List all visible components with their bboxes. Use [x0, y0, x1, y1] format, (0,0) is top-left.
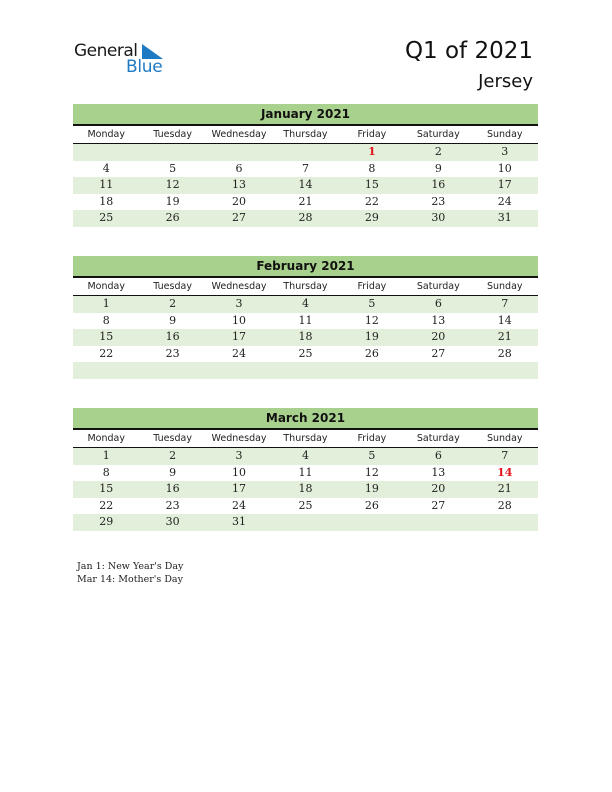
day-cell [139, 144, 205, 161]
day-cell: 26 [364, 346, 379, 360]
month-calendar [73, 408, 538, 531]
weekday-label: Thursday [283, 433, 328, 444]
day-cell: 15 [99, 482, 114, 495]
day-cell: 20 [431, 482, 446, 495]
day-cell: 15 [364, 178, 379, 191]
day-cell: 15 [99, 330, 114, 343]
day-cell: 8 [368, 161, 376, 175]
weekday-label: Saturday [416, 129, 460, 140]
logo [74, 41, 163, 77]
weekday-label: Wednesday [211, 129, 267, 140]
day-cell: 6 [434, 297, 442, 310]
day-cell [472, 514, 538, 531]
month-title: March 2021 [73, 408, 538, 430]
day-cell: 7 [501, 297, 509, 310]
day-cell: 2 [434, 145, 442, 158]
day-cell: 4 [301, 297, 309, 310]
day-cell: 10 [232, 313, 247, 327]
weekday-label: Tuesday [153, 433, 192, 444]
day-cell: 25 [298, 346, 313, 360]
day-cell: 30 [431, 211, 446, 224]
day-cell: 8 [102, 313, 110, 327]
holiday-notes [77, 560, 183, 586]
day-cell: 18 [298, 330, 313, 343]
day-cell: 5 [169, 161, 177, 175]
week-row [73, 329, 538, 346]
week-row [73, 498, 538, 515]
day-cell: 16 [165, 330, 180, 343]
day-cell: 25 [99, 211, 114, 224]
day-cell: 2 [169, 297, 177, 310]
weekday-label: Thursday [283, 129, 328, 140]
week-row [73, 514, 538, 531]
week-row [73, 144, 538, 161]
day-cell [206, 362, 272, 379]
week-row [73, 313, 538, 330]
day-cell: 7 [301, 161, 309, 175]
day-cell: 9 [169, 465, 177, 479]
day-cell [405, 362, 471, 379]
holiday-day-cell: 1 [368, 145, 376, 158]
weekday-label: Sunday [486, 129, 523, 140]
weekday-header [73, 126, 538, 144]
day-cell: 5 [368, 449, 376, 462]
day-cell: 20 [232, 194, 247, 208]
weekday-label: Monday [87, 129, 125, 140]
weekday-label: Monday [87, 433, 125, 444]
month-calendar [73, 256, 538, 379]
weekday-header [73, 278, 538, 296]
logo-blue-text: Blue [126, 57, 163, 77]
day-cell: 17 [232, 330, 247, 343]
day-cell [73, 362, 139, 379]
day-cell: 21 [298, 194, 313, 208]
day-cell [405, 514, 471, 531]
day-cell: 16 [165, 482, 180, 495]
day-cell: 18 [99, 194, 114, 208]
day-cell [272, 362, 338, 379]
day-cell: 12 [364, 465, 379, 479]
day-cell: 14 [298, 178, 313, 191]
day-cell: 28 [497, 498, 512, 512]
day-cell: 10 [497, 161, 512, 175]
day-cell: 11 [298, 313, 313, 327]
day-cell: 30 [165, 515, 180, 528]
day-cell: 29 [364, 211, 379, 224]
day-cell: 24 [497, 194, 512, 208]
weekday-label: Tuesday [153, 129, 192, 140]
day-cell: 21 [497, 330, 512, 343]
weekday-header [73, 430, 538, 448]
week-row [73, 177, 538, 194]
day-cell: 13 [431, 465, 446, 479]
day-cell: 9 [434, 161, 442, 175]
weekday-label: Friday [357, 281, 387, 292]
day-cell: 2 [169, 449, 177, 462]
page-title: Q1 of 2021 [404, 38, 533, 64]
week-row [73, 481, 538, 498]
day-cell: 10 [232, 465, 247, 479]
holiday-note: Jan 1: New Year's Day [77, 561, 184, 572]
day-cell: 22 [99, 346, 114, 360]
day-cell: 23 [165, 346, 180, 360]
day-cell: 23 [165, 498, 180, 512]
day-cell: 12 [165, 178, 180, 191]
day-cell: 7 [501, 449, 509, 462]
day-cell: 1 [102, 449, 110, 462]
day-cell: 19 [364, 330, 379, 343]
weekday-label: Sunday [486, 433, 523, 444]
weekday-label: Tuesday [153, 281, 192, 292]
day-cell: 27 [431, 346, 446, 360]
weekday-label: Sunday [486, 281, 523, 292]
day-cell: 1 [102, 297, 110, 310]
day-cell: 3 [235, 449, 243, 462]
day-cell: 21 [497, 482, 512, 495]
holiday-note: Mar 14: Mother's Day [77, 574, 183, 585]
day-cell: 12 [364, 313, 379, 327]
month-title: January 2021 [73, 104, 538, 126]
day-cell: 3 [501, 145, 509, 158]
day-cell [272, 144, 338, 161]
day-cell: 27 [431, 498, 446, 512]
day-cell [339, 362, 405, 379]
day-cell: 5 [368, 297, 376, 310]
week-row [73, 161, 538, 178]
week-row [73, 362, 538, 379]
day-cell: 4 [102, 161, 110, 175]
day-cell: 31 [497, 211, 512, 224]
weekday-label: Friday [357, 129, 387, 140]
weekday-label: Wednesday [211, 281, 267, 292]
month-title: February 2021 [73, 256, 538, 278]
day-cell: 3 [235, 297, 243, 310]
week-row [73, 465, 538, 482]
weekday-label: Saturday [416, 281, 460, 292]
day-cell: 28 [298, 211, 313, 224]
day-cell: 17 [497, 178, 512, 191]
day-cell: 14 [497, 313, 512, 327]
day-cell: 17 [232, 482, 247, 495]
day-cell: 18 [298, 482, 313, 495]
day-cell: 24 [232, 498, 247, 512]
day-cell: 20 [431, 330, 446, 343]
day-cell: 16 [431, 178, 446, 191]
day-cell: 19 [364, 482, 379, 495]
day-cell: 11 [99, 178, 114, 191]
day-cell: 4 [301, 449, 309, 462]
logo-general-text: General [74, 41, 138, 61]
day-cell: 6 [235, 161, 243, 175]
weekday-label: Wednesday [211, 433, 267, 444]
holiday-day-cell: 14 [497, 465, 513, 479]
day-cell: 6 [434, 449, 442, 462]
day-cell: 27 [232, 211, 247, 224]
day-cell: 22 [99, 498, 114, 512]
week-row [73, 296, 538, 313]
day-cell: 13 [431, 313, 446, 327]
week-row [73, 346, 538, 363]
day-cell: 23 [431, 194, 446, 208]
day-cell: 11 [298, 465, 313, 479]
day-cell: 24 [232, 346, 247, 360]
day-cell: 29 [99, 515, 114, 528]
page-subtitle: Jersey [478, 71, 533, 92]
day-cell [472, 362, 538, 379]
day-cell: 19 [165, 194, 180, 208]
day-cell: 28 [497, 346, 512, 360]
day-cell: 13 [232, 178, 247, 191]
day-cell [339, 514, 405, 531]
week-row [73, 194, 538, 211]
week-row [73, 210, 538, 227]
day-cell: 31 [232, 515, 247, 528]
day-cell: 25 [298, 498, 313, 512]
week-row [73, 448, 538, 465]
weekday-label: Thursday [283, 281, 328, 292]
day-cell: 26 [165, 211, 180, 224]
day-cell: 26 [364, 498, 379, 512]
day-cell: 22 [364, 194, 379, 208]
weekday-label: Saturday [416, 433, 460, 444]
weekday-label: Friday [357, 433, 387, 444]
month-calendar [73, 104, 538, 227]
weekday-label: Monday [87, 281, 125, 292]
day-cell: 9 [169, 313, 177, 327]
day-cell [206, 144, 272, 161]
day-cell [73, 144, 139, 161]
day-cell [139, 362, 205, 379]
day-cell: 8 [102, 465, 110, 479]
day-cell [272, 514, 338, 531]
